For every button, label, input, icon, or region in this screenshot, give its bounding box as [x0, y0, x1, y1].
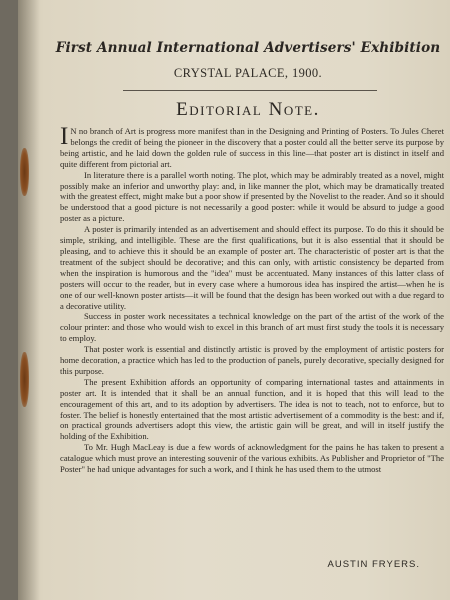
section-heading: Editorial Note. — [176, 99, 320, 120]
paragraph-6: The present Exhibition affords an opportunity of comparing international tastes and attainments in poster art. It is intended that it shall be an annual function, and it is hoped that this will lead to the encouragement of this art, and to its adoption by advertisers. The idea is not to teach, not to enforce, but to foster. The belief is honestly entertained that the most artistic advertisement of a commodity is the best: and if, on practical grounds advertisers adopt this view, the artistic gain will be great, and will in itself justify the holding of the Exhibition. — [60, 376, 444, 442]
rust-stain-top — [20, 148, 29, 196]
editorial-body — [60, 123, 444, 475]
rust-stain-bottom — [20, 352, 29, 407]
page-title: First Annual International Advertisers' Exhibition — [55, 40, 441, 56]
paragraph-3: A poster is primarily intended as an advertisement and should effect its purpose. To do this it should be simple, striking, and intelligible. These are the first qualifications, but it is also essential that it should be pleasing, and to achieve this it should be an example of poster art. The characteristic of poster art is that the treatment of the subject should be decorative; and this can only, with artistic consistency be departed from when the inspiration is humorous and the "idea" must be accentuated. Many instances of this latter class of posters will occur to the reader, but in every case where a humorous idea has inspired the artist—when he is one of our well-known poster artists—it will be found that the design has been worked out with a due regard to a decorative utility. — [60, 224, 444, 311]
binding-shadow — [18, 0, 40, 600]
paragraph-7: To Mr. Hugh MacLeay is due a few words of acknowledgment for the pains he has taken to present a catalogue which must prove an interesting souvenir of the various exhibits. As Publisher and Proprietor of "The Poster" he had unique advantages for such a work, and I think he has used them to the utmost — [60, 442, 444, 475]
paragraph-4: Success in poster work necessitates a technical knowledge on the part of the artist of the work of the colour printer: and those who would wish to excel in this branch of art must first study the tools it is necessary to employ. — [60, 311, 444, 344]
divider-rule — [123, 90, 377, 91]
paragraph-1 — [60, 123, 444, 170]
paragraph-text: N no branch of Art is progress more manifest than in the Designing and Printing of Posters. To Jules Cheret belongs the credit of being the pioneer in the discovery that a poster could all the better serve its purpose by being artistic, and he laid down the golden rule of success in this line—that poster art is distinct in itself and quite different from pictorial art. — [60, 126, 444, 169]
page-subtitle: CRYSTAL PALACE, 1900. — [173, 66, 323, 80]
author-signature: AUSTIN FRYERS. — [327, 559, 420, 570]
document-page — [18, 0, 450, 600]
paragraph-2: In literature there is a parallel worth noting. The plot, which may be admirably treated as a novel, might possibly make an inferior and unworthy play: and, in like manner the plot, which may be dramatically treated with the greatest effect, might make but a poor show if presented by the Novelist to the reader. And so it should be understood that a good picture is not necessarily a good poster: while it would be absurd to judge a good poster as a picture. — [60, 169, 444, 224]
drop-cap: I — [60, 123, 69, 150]
paragraph-5: That poster work is essential and distinctly artistic is proved by the employment of artistic posters for home decoration, a practice which has led to the production of panels, purely decorative, specially designed for this purpose. — [60, 344, 444, 376]
